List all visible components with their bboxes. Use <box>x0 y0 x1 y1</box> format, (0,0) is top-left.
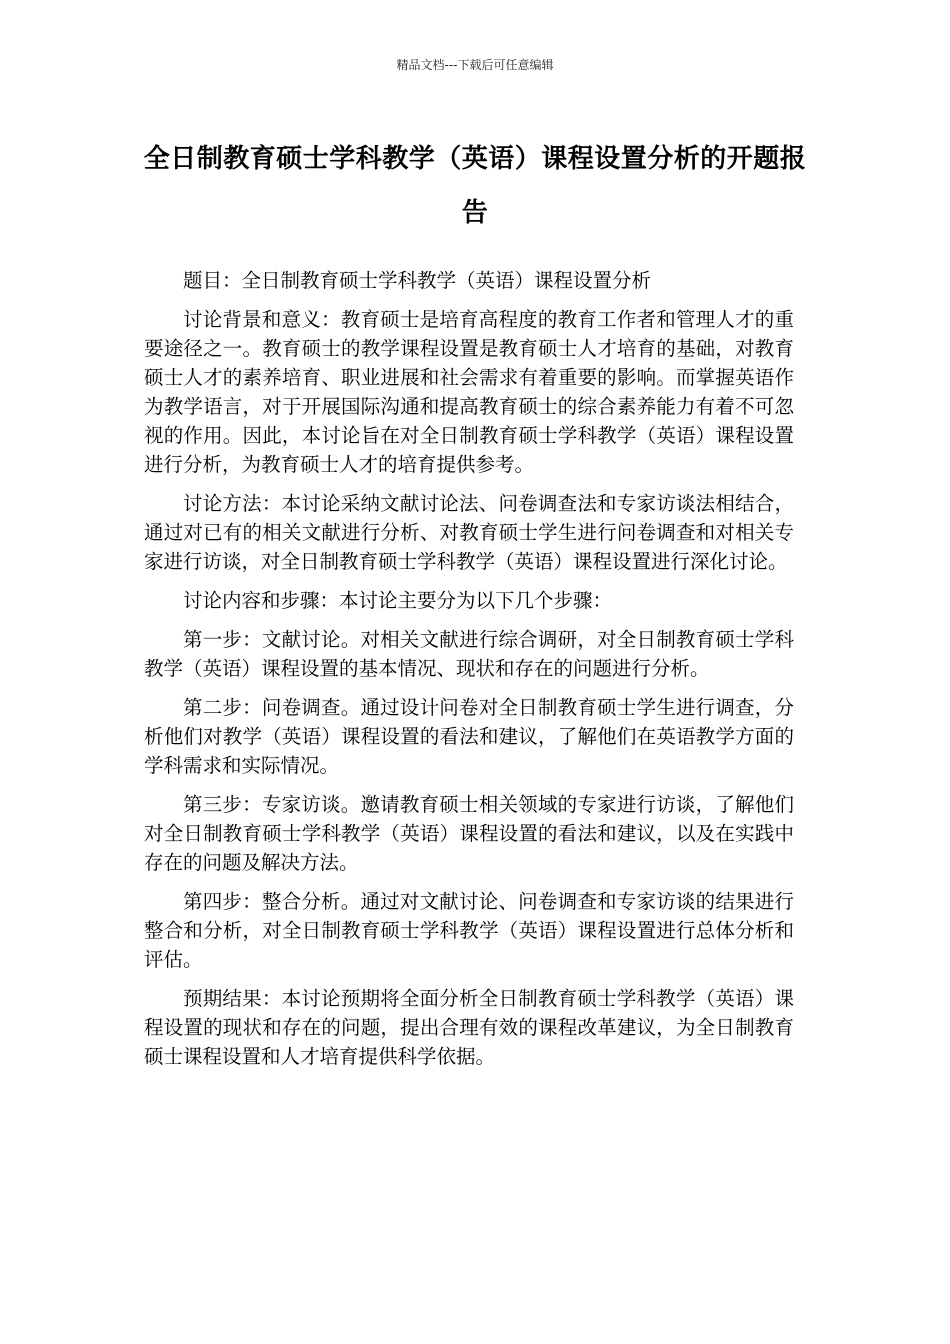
paragraph-step-4: 第四步：整合分析。通过对文献讨论、问卷调查和专家访谈的结果进行整合和分析，对全日制教育硕士学科教学（英语）课程设置进行总体分析和评估。 <box>144 890 794 971</box>
paragraph-step-3: 第三步：专家访谈。邀请教育硕士相关领域的专家进行访谈，了解他们对全日制教育硕士学科教学（英语）课程设置的看法和建议，以及在实践中存在的问题及解决方法。 <box>144 793 794 874</box>
document-title: 全日制教育硕士学科教学（英语）课程设置分析的开题报告 <box>143 144 807 228</box>
paragraph-step-1: 第一步：文献讨论。对相关文献进行综合调研，对全日制教育硕士学科教学（英语）课程设置的基本情况、现状和存在的问题进行分析。 <box>144 628 794 680</box>
paragraph-method: 讨论方法：本讨论采纳文献讨论法、问卷调查法和专家访谈法相结合，通过对已有的相关文献进行分析、对教育硕士学生进行问卷调查和对相关专家进行访谈，对全日制教育硕士学科教学（英语）课程设置进行深化讨论。 <box>144 492 794 573</box>
paragraph-topic: 题目：全日制教育硕士学科教学（英语）课程设置分析 <box>183 269 652 292</box>
header-note: 精品文档---下载后可任意编辑 <box>396 58 554 72</box>
document-body <box>144 266 794 1081</box>
paragraph-step-2: 第二步：问卷调查。通过设计问卷对全日制教育硕士学生进行调查，分析他们对教学（英语）课程设置的看法和建议，了解他们在英语教学方面的学科需求和实际情况。 <box>144 696 794 777</box>
paragraph-expected-results: 预期结果：本讨论预期将全面分析全日制教育硕士学科教学（英语）课程设置的现状和存在的问题，提出合理有效的课程改革建议，为全日制教育硕士课程设置和人才培育提供科学依据。 <box>144 987 794 1068</box>
paragraph-background: 讨论背景和意义：教育硕士是培育高程度的教育工作者和管理人才的重要途径之一。教育硕士的教学课程设置是教育硕士人才培育的基础，对教育硕士人才的素养培育、职业进展和社会需求有着重要的影响。而掌握英语作为教学语言，对于开展国际沟通和提高教育硕士的综合素养能力有着不可忽视的作用。因此，本讨论旨在对全日制教育硕士学科教学（英语）课程设置进行分析，为教育硕士人才的培育提供参考。 <box>144 308 794 476</box>
paragraph-content-steps: 讨论内容和步骤：本讨论主要分为以下几个步骤： <box>183 589 613 612</box>
